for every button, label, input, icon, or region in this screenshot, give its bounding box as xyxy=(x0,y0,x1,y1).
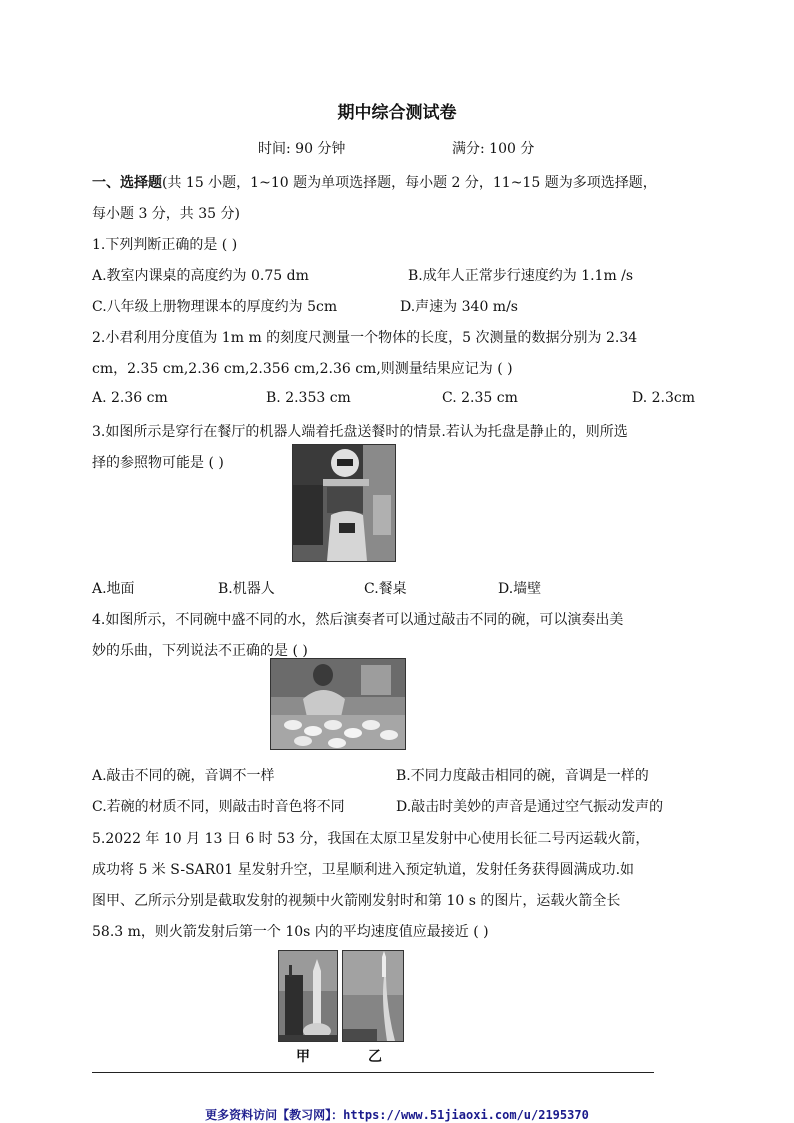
caption-yi: 乙 xyxy=(368,1049,382,1065)
q1-option-c: C.八年级上册物理课本的厚度约为 5cm xyxy=(92,299,338,315)
q5-stem-1: 5.2022 年 10 月 13 日 6 时 53 分，我国在太原卫星发射中心使用长征二号丙运载火箭， xyxy=(92,831,650,847)
bottom-divider xyxy=(92,1072,654,1073)
q5-stem-3: 图甲、乙所示分别是截取发射的视频中火箭刚发射时和第 10 s 的图片，运载火箭全长 xyxy=(92,893,621,909)
q4-option-d: D.敲击时美妙的声音是通过空气振动发声的 xyxy=(396,799,664,815)
bowls-music-photo xyxy=(270,658,406,750)
q3-option-b: B.机器人 xyxy=(218,581,275,597)
q3-option-a: A.地面 xyxy=(92,581,135,597)
section-1-desc-2: 每小题 3 分，共 35 分) xyxy=(92,206,240,222)
q3-option-d: D.墙壁 xyxy=(498,581,542,597)
q2-stem-2: cm，2.35 cm,2.36 cm,2.356 cm,2.36 cm,则测量结果应记为 ( ) xyxy=(92,361,513,377)
q3-stem-2: 择的参照物可能是 ( ) xyxy=(92,455,224,471)
q4-stem-2: 妙的乐曲，下列说法不正确的是 ( ) xyxy=(92,643,308,659)
robot-waiter-photo xyxy=(292,444,396,562)
exam-full-score: 满分: 100 分 xyxy=(452,141,535,157)
q2-option-d: D. 2.3cm xyxy=(632,390,696,406)
rocket-launch-photo-b xyxy=(342,950,404,1042)
q4-option-a: A.敲击不同的碗，音调不一样 xyxy=(92,768,275,784)
section-1-heading: 一、选择题 xyxy=(92,175,162,191)
q1-stem: 1.下列判断正确的是 ( ) xyxy=(92,237,238,253)
caption-jia: 甲 xyxy=(296,1049,310,1065)
q2-option-c: C. 2.35 cm xyxy=(442,390,518,406)
q3-stem-1: 3.如图所示是穿行在餐厅的机器人端着托盘送餐时的情景.若认为托盘是静止的，则所选 xyxy=(92,424,628,440)
robot-waiter-image xyxy=(293,445,395,561)
q2-option-b: B. 2.353 cm xyxy=(266,390,351,406)
q1-option-d: D.声速为 340 m/s xyxy=(400,299,518,315)
q4-option-c: C.若碗的材质不同，则敲击时音色将不同 xyxy=(92,799,345,815)
bowls-music-image xyxy=(271,659,405,749)
q1-option-a: A.教室内课桌的高度约为 0.75 dm xyxy=(92,268,309,284)
rocket-launch-image-a xyxy=(279,951,337,1041)
q4-stem-1: 4.如图所示，不同碗中盛不同的水，然后演奏者可以通过敲击不同的碗，可以演奏出美 xyxy=(92,612,624,628)
q2-stem-1: 2.小君利用分度值为 1m m 的刻度尺测量一个物体的长度，5 次测量的数据分别为 2.34 xyxy=(92,330,638,346)
rocket-launch-image-b xyxy=(343,951,403,1041)
page-title: 期中综合测试卷 xyxy=(337,103,457,123)
section-1-header xyxy=(92,172,657,192)
q4-option-b: B.不同力度敲击相同的碗，音调是一样的 xyxy=(396,768,649,784)
q5-stem-4: 58.3 m，则火箭发射后第一个 10s 内的平均速度值应最接近 ( ) xyxy=(92,924,489,940)
section-1-desc-1: (共 15 小题，1~10 题为单项选择题，每小题 2 分，11~15 题为多项选择题， xyxy=(162,175,657,191)
q3-option-c: C.餐桌 xyxy=(364,581,407,597)
q5-stem-2: 成功将 5 米 S-SAR01 星发射升空，卫星顺利进入预定轨道，发射任务获得圆满成功.如 xyxy=(92,862,635,878)
footer-promo-link[interactable]: 更多资料访问【教习网】：https://www.51jiaoxi.com/u/2195370 xyxy=(205,1108,589,1122)
q2-option-a: A. 2.36 cm xyxy=(92,390,168,406)
exam-time: 时间: 90 分钟 xyxy=(258,141,346,157)
q1-option-b: B.成年人正常步行速度约为 1.1m /s xyxy=(408,268,634,284)
rocket-launch-photo-a xyxy=(278,950,338,1042)
